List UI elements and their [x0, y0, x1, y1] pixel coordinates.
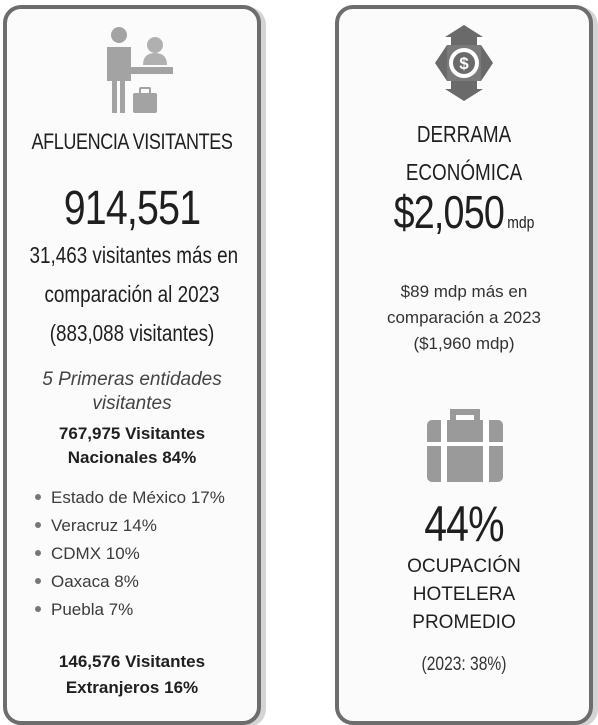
list-item: Estado de México 17% [35, 484, 225, 512]
economic-panel [335, 5, 593, 725]
visitor-total: 914,551 [63, 182, 201, 235]
economic-title [362, 115, 567, 191]
bullet-icon [35, 522, 41, 528]
svg-text:$: $ [459, 54, 469, 73]
bullet-icon [35, 494, 41, 500]
list-item: Veracruz 14% [35, 512, 225, 540]
economic-diff [339, 279, 589, 357]
money-exchange-icon [433, 23, 495, 103]
list-item: Puebla 7% [35, 596, 225, 624]
economic-amount-value: $2,050 [393, 186, 505, 238]
bullet-icon [35, 550, 41, 556]
top-states-list [35, 484, 225, 624]
national-visitors-share: Nacionales 84% [67, 448, 197, 467]
occupancy-percent: 44% [424, 496, 504, 552]
bullet-icon [35, 578, 41, 584]
list-item: CDMX 10% [35, 540, 225, 568]
visitor-flow-panel [3, 5, 261, 725]
economic-title-line: DERRAMA [416, 121, 512, 147]
occupancy-label [339, 553, 589, 637]
economic-diff-line: $89 mdp más en [400, 282, 528, 301]
occupancy-label-line: OCUPACIÓN [407, 556, 521, 577]
foreign-visitors [7, 649, 257, 701]
occupancy-label-line: PROMEDIO [412, 612, 516, 633]
occupancy-previous: (2023: 38%) [421, 654, 507, 675]
economic-diff-line: ($1,960 mdp) [413, 334, 515, 353]
economic-amount [362, 185, 567, 239]
visitor-diff-line: (883,088 visitantes) [49, 320, 215, 346]
reception-desk-icon [99, 23, 179, 115]
bullet-icon [35, 606, 41, 612]
visitor-diff-line: comparación al 2023 [44, 281, 220, 307]
list-item: Oaxaca 8% [35, 568, 225, 596]
visitor-flow-title: AFLUENCIA VISITANTES [31, 129, 233, 154]
foreign-visitors-count: 146,576 Visitantes [58, 652, 206, 671]
economic-amount-unit: mdp [507, 213, 535, 232]
visitor-diff-line: 31,463 visitantes más en [29, 242, 239, 268]
economic-diff-line: comparación a 2023 [386, 308, 542, 327]
top-states-title: 5 Primeras entidades visitantes [42, 369, 222, 414]
occupancy-label-line: HOTELERA [412, 584, 516, 605]
national-visitors [7, 422, 257, 470]
national-visitors-count: 767,975 Visitantes [58, 424, 206, 443]
economic-title-line: ECONÓMICA [405, 159, 523, 185]
briefcase-icon [425, 406, 505, 484]
foreign-visitors-share: Extranjeros 16% [65, 678, 199, 697]
